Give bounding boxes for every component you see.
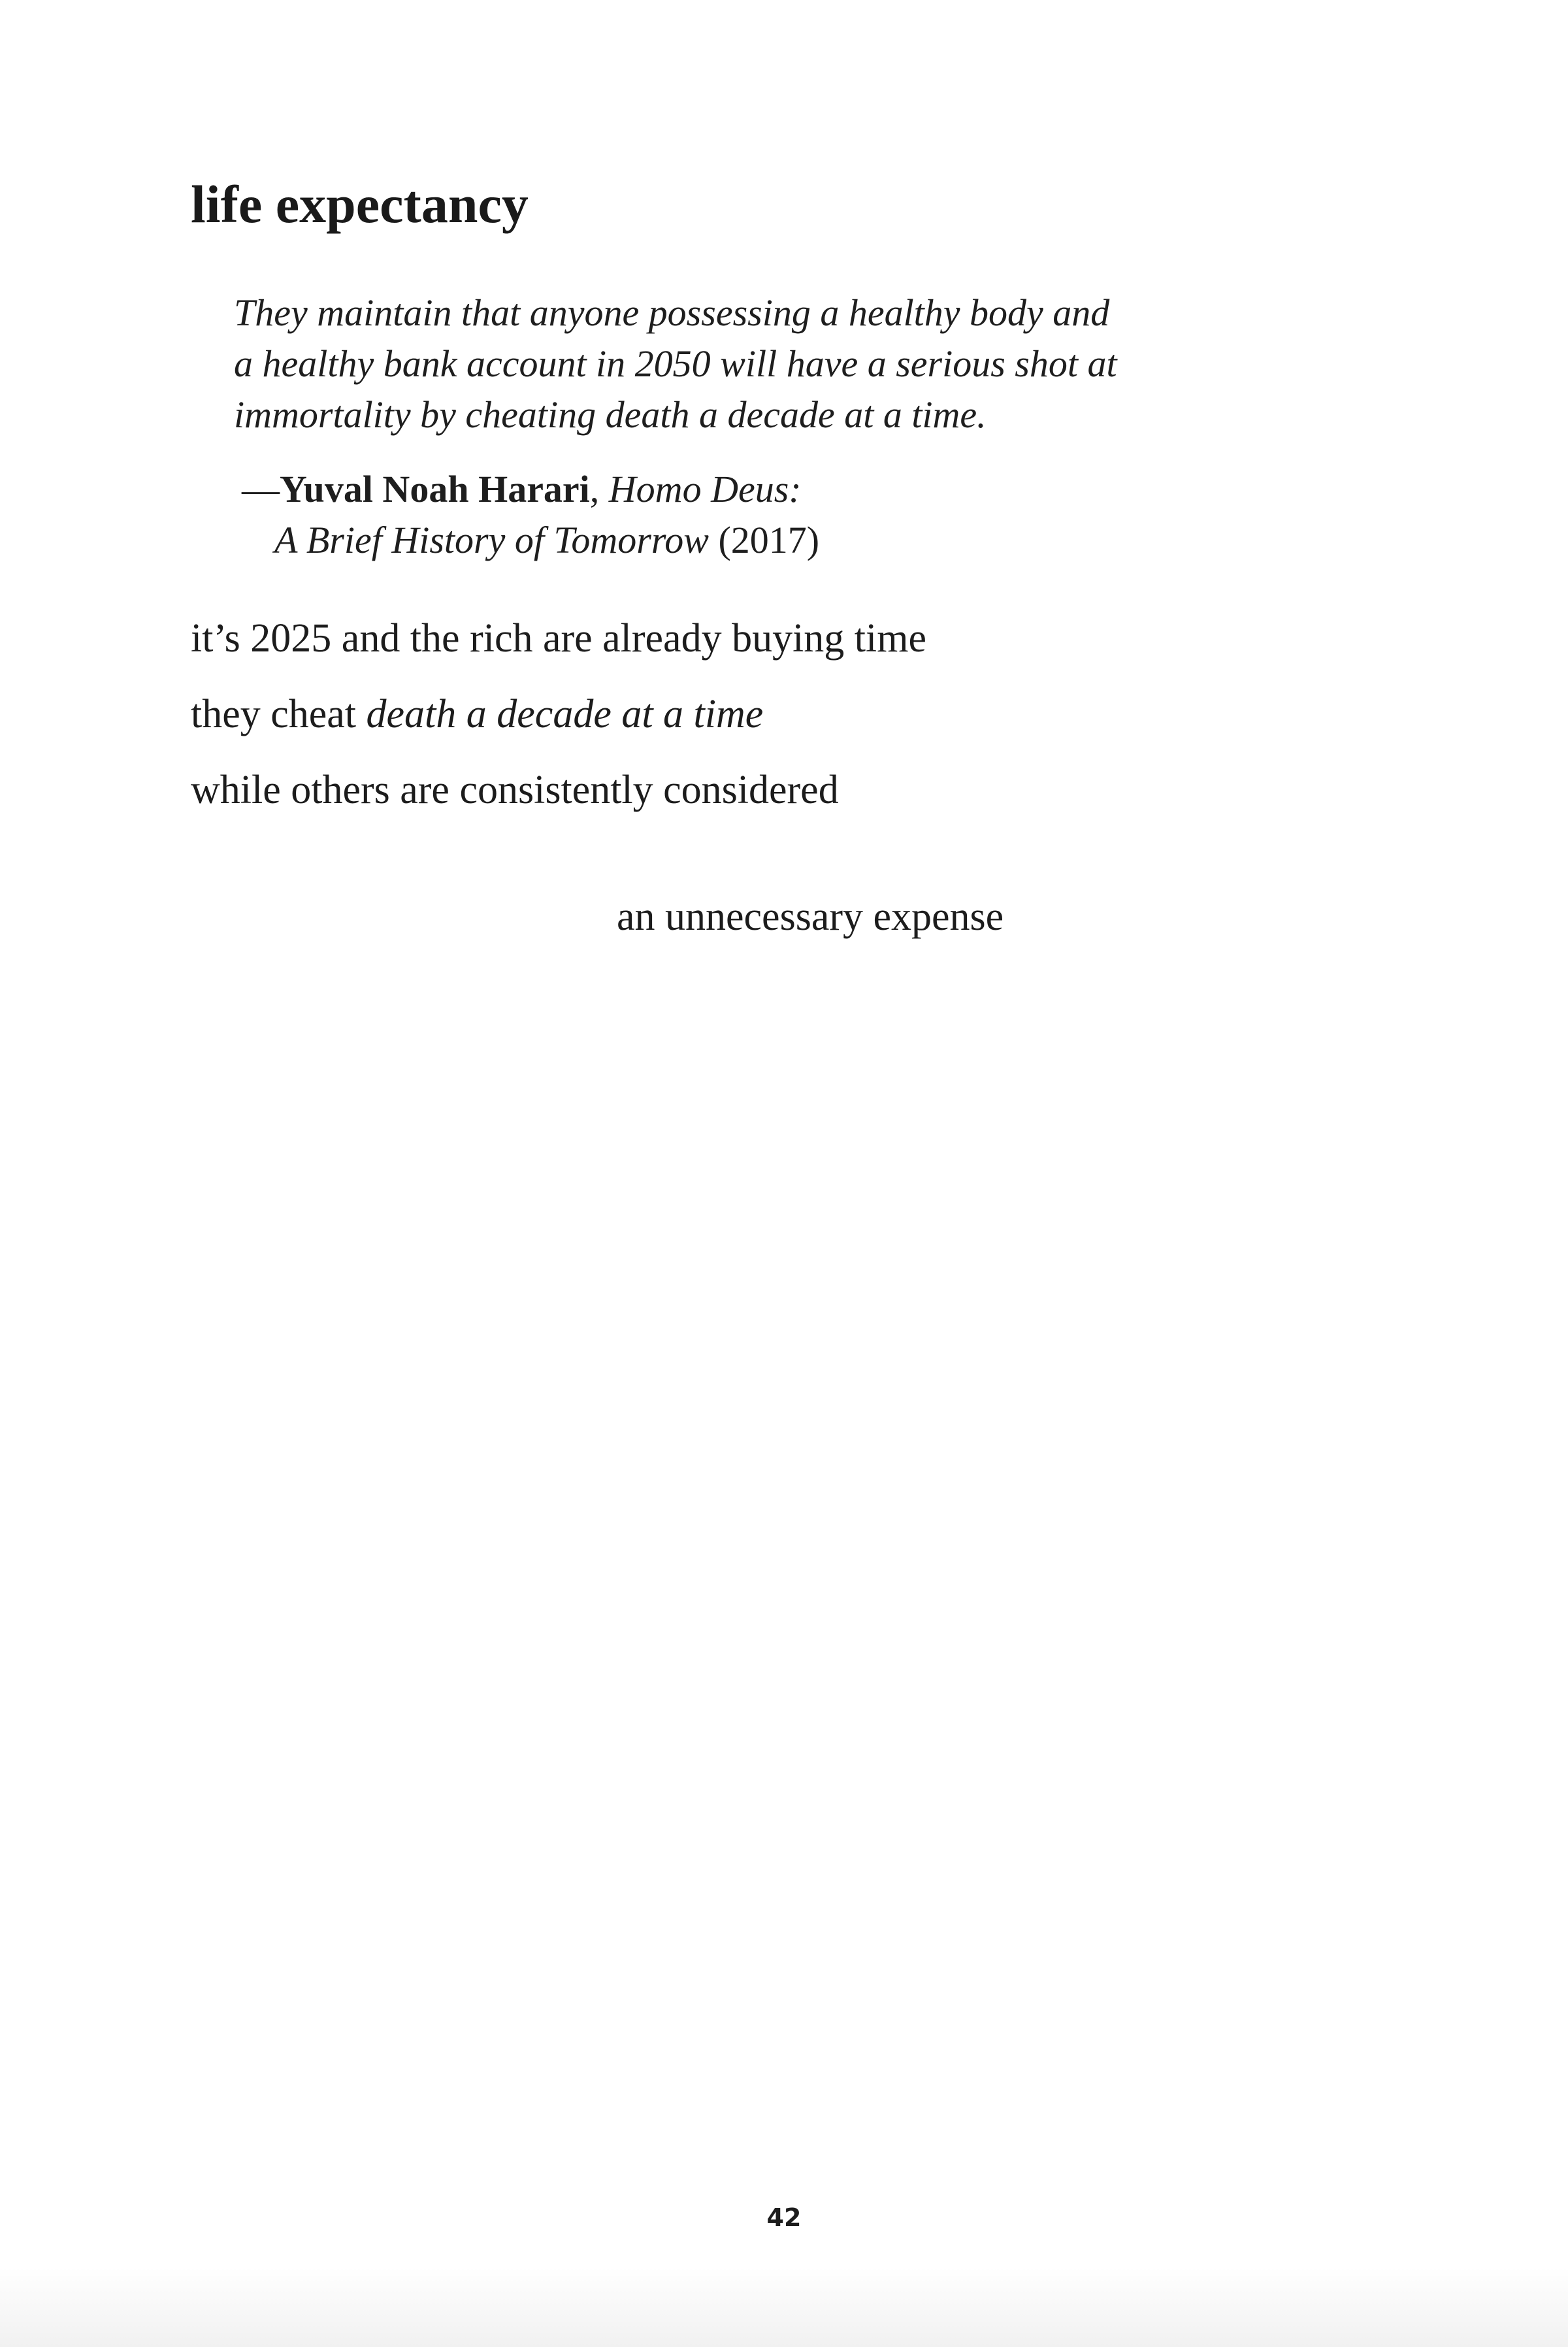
epigraph-line: immortality by cheating death a decade at a time. (234, 393, 987, 436)
epigraph-line: They maintain that anyone possessing a healthy body and (234, 291, 1110, 334)
poem-line-2-italic: death a decade at a time (366, 692, 764, 736)
poem-line-2-prefix: they cheat (191, 692, 367, 736)
poem-line-2 (191, 690, 763, 738)
epigraph-line: a healthy bank account in 2050 will have a serious shot at (234, 342, 1117, 385)
epigraph-attribution (242, 464, 819, 566)
poem-title: life expectancy (191, 174, 529, 234)
page-number: 42 (766, 2203, 802, 2232)
attribution-line-1 (242, 468, 802, 510)
attribution-comma: , (589, 468, 609, 510)
attribution-line-2 (242, 515, 819, 566)
attribution-dash: — (242, 468, 280, 510)
attribution-book-title-part2: A Brief History of Tomorrow (274, 519, 709, 561)
poem-line-4: an unnecessary expense (617, 894, 1004, 939)
poem-line-3: while others are consistently considered (191, 768, 839, 812)
epigraph-quote (234, 287, 1135, 440)
attribution-year: (2017) (708, 519, 820, 561)
page-bottom-shade (0, 2267, 1568, 2347)
poem-line-1: it’s 2025 and the rich are already buying time (191, 616, 926, 661)
attribution-book-title-part1: Homo Deus: (608, 468, 802, 510)
attribution-author: Yuval Noah Harari (280, 468, 590, 510)
